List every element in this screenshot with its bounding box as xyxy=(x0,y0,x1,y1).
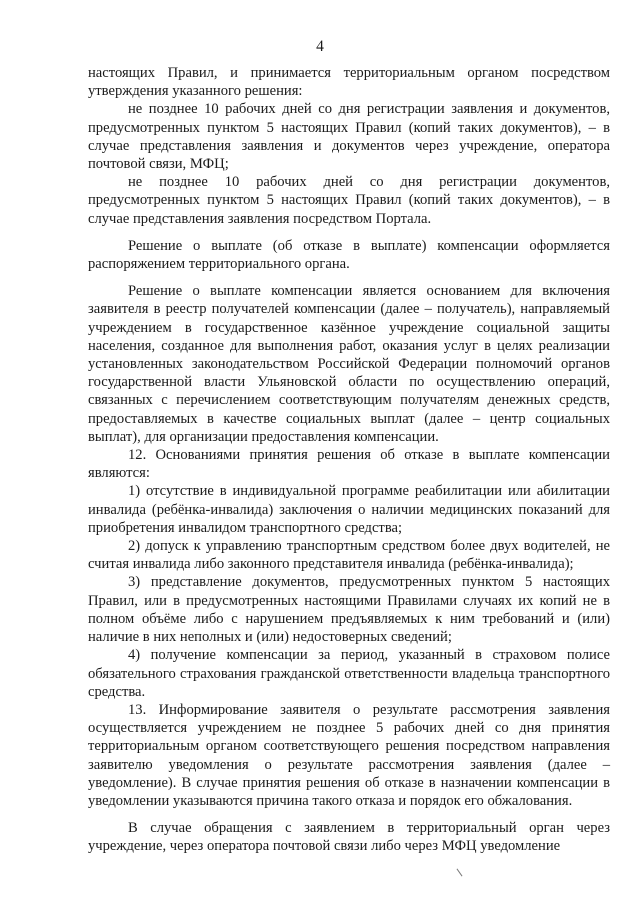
paragraph-deadline-office: не позднее 10 рабочих дней со дня регистрации заявления и документов, предусмотренных пунктом 5 настоящих Правил (копий таких документов), – в случае представления заявления и документов через учреждение, оператора почтовой связи, МФЦ; xyxy=(88,101,610,173)
paragraph-decision-form: Решение о выплате (об отказе в выплате) компенсации оформляется распоряжением территориального органа. xyxy=(88,237,610,273)
page-number: 4 xyxy=(316,38,324,55)
list-item-refusal-2: 2) допуск к управлению транспортным средством более двух водителей, не считая инвалида либо законного представителя инвалида (ребёнка-инвалида); xyxy=(88,538,610,573)
paragraph-deadline-portal: не позднее 10 рабочих дней со дня регистрации документов, предусмотренных пунктом 5 настоящих Правил (копий таких документов), – в случае представления заявления посредством Портала. xyxy=(88,174,610,227)
list-item-refusal-1: 1) отсутствие в индивидуальной программе реабилитации или абилитации инвалида (ребёнка-инвалида) заключения о наличии медицинских показаний для приобретения инвалидом транспортного средства; xyxy=(88,483,610,536)
list-item-refusal-3: 3) представление документов, предусмотренных пунктом 5 настоящих Правил, или в предусмотренных настоящими Правилами случаях их копий не в полном объёме либо с нарушением предъявляемых к ним требований и (или) наличие в них неполных и (или) недостоверных сведений; xyxy=(88,574,610,646)
paragraph-continuation: настоящих Правил, и принимается территориальным органом посредством утверждения указанного решения: xyxy=(88,65,610,100)
paragraph-clause-13: 13. Информирование заявителя о результате рассмотрения заявления осуществляется учреждением не позднее 5 рабочих дней со дня принятия территориальным органом соответствующего решения посредством направления заявителю уведомления о результате рассмотрения заявления (далее – уведомление). В случае принятия решения об отказе в назначении компенсации в уведомлении указываются причина такого отказа и порядок его обжалования. xyxy=(88,701,610,809)
paragraph-notification: В случае обращения с заявлением в территориальный орган через учреждение, через оператора почтовой связи либо через МФЦ уведомление xyxy=(88,820,610,855)
paragraph-clause-12: 12. Основаниями принятия решения об отказе в выплате компенсации являются: xyxy=(88,447,610,482)
paragraph-registry-inclusion: Решение о выплате компенсации является основанием для включения заявителя в реестр получателей компенсации (далее – получатель), направляемый учреждением в государственное казённое учреждение социальной защиты населения, созданное для выполнения работ, оказания услуг в целях реализации установленных законодательством Российской Федерации полномочий органов государственной власти Ульяновской области по осуществлению операций, связанных с перечислением соответствующим получателям денежных средств, предоставляемых в качестве социальных выплат (далее – центр социальных выплат), для организации предоставления компенсации. xyxy=(88,283,610,445)
scan-artifact xyxy=(457,869,463,877)
list-item-refusal-4: 4) получение компенсации за период, указанный в страховом полисе обязательного страхования гражданской ответственности владельца транспортного средства. xyxy=(88,647,610,700)
document-body xyxy=(88,64,610,856)
